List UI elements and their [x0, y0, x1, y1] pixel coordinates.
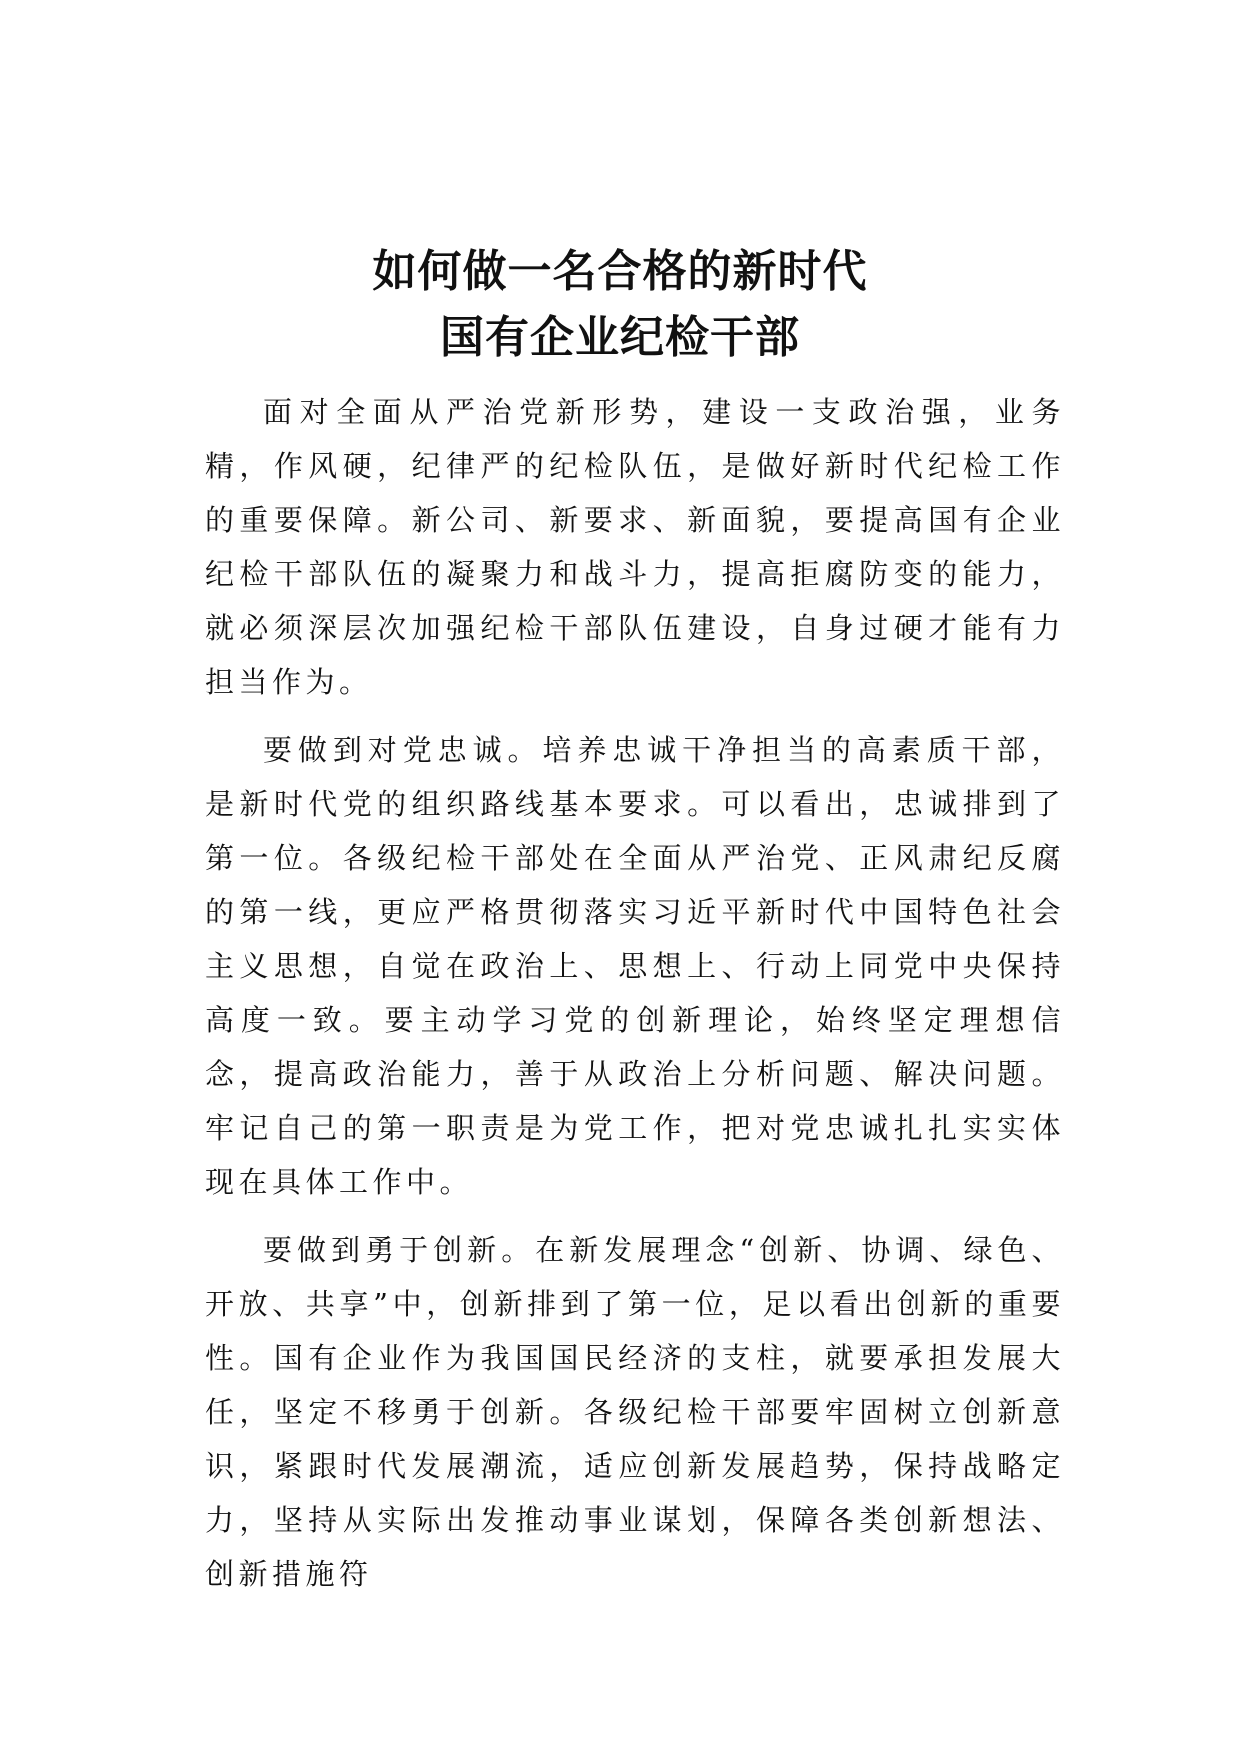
paragraph-intro: 面对全面从严治党新形势，建设一支政治强，业务精，作风硬，纪律严的纪检队伍，是做好新时代纪检工作的重要保障。新公司、新要求、新面貌，要提高国有企业纪检干部队伍的凝聚力和战斗力，提高拒腐防变的能力，就必须深层次加强纪检干部队伍建设，自身过硬才能有力担当作为。 — [205, 395, 1065, 699]
document-body — [205, 385, 1065, 1615]
title-line-1: 如何做一名合格的新时代 — [372, 246, 868, 298]
paragraph-innovation: 要做到勇于创新。在新发展理念“创新、协调、绿色、开放、共享”中，创新排到了第一位，足以看出创新的重要性。国有企业作为我国国民经济的支柱，就要承担发展大任，坚定不移勇于创新。各级纪检干部要牢固树立创新意识，紧跟时代发展潮流，适应创新发展趋势，保持战略定力，坚持从实际出发推动事业谋划，保障各类创新想法、创新措施符 — [205, 1233, 1065, 1591]
page-title — [0, 239, 1240, 371]
paragraph-loyalty: 要做到对党忠诚。培养忠诚干净担当的高素质干部，是新时代党的组织路线基本要求。可以看出，忠诚排到了第一位。各级纪检干部处在全面从严治党、正风肃纪反腐的第一线，更应严格贯彻落实习近平新时代中国特色社会主义思想，自觉在政治上、思想上、行动上同党中央保持高度一致。要主动学习党的创新理论，始终坚定理想信念，提高政治能力，善于从政治上分析问题、解决问题。牢记自己的第一职责是为党工作，把对党忠诚扎扎实实体现在具体工作中。 — [205, 733, 1065, 1199]
title-line-2: 国有企业纪检干部 — [440, 312, 800, 364]
